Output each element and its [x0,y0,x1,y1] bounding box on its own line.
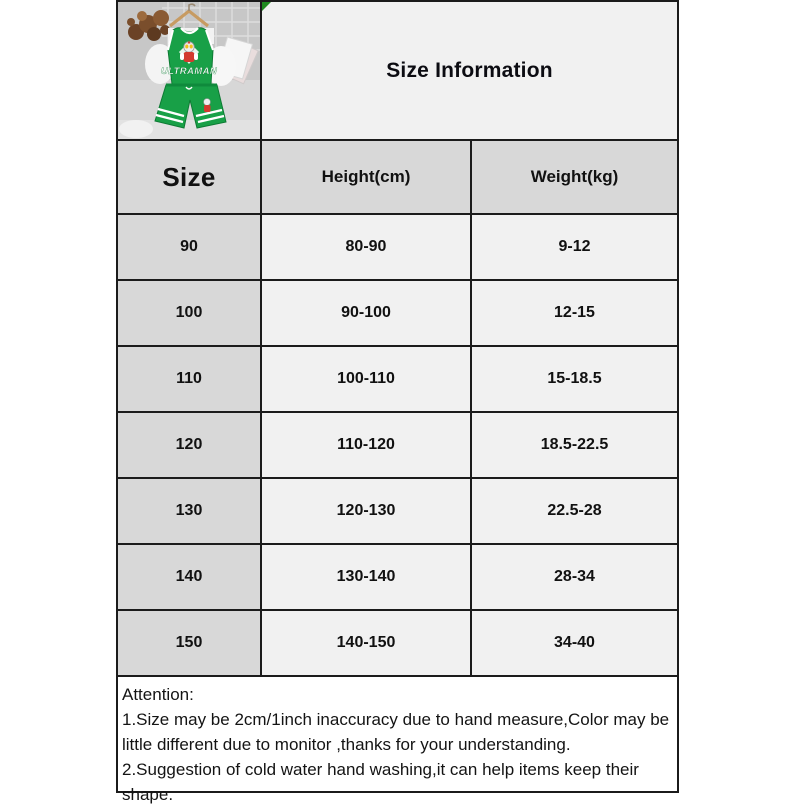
size-value: 140 [118,545,260,609]
size-chart-sheet [116,0,679,804]
jersey-text: ULTRAMAN [160,66,218,77]
table-header-row [118,141,677,213]
size-information-header [262,2,677,139]
column-header-size: Size [118,141,260,213]
header-row [118,2,677,139]
height-value: 100-110 [262,347,470,411]
table-row [118,545,677,609]
weight-value: 28-34 [472,545,677,609]
height-value: 80-90 [262,215,470,279]
attention-line-2: 2.Suggestion of cold water hand washing,it can help items keep their shape. [122,760,639,804]
size-value: 100 [118,281,260,345]
table-row [118,215,677,279]
attention-title: Attention: [122,685,194,704]
height-value: 110-120 [262,413,470,477]
size-value: 110 [118,347,260,411]
table-row [118,281,677,345]
weight-value: 9-12 [472,215,677,279]
height-value: 130-140 [262,545,470,609]
height-value: 90-100 [262,281,470,345]
height-value: 140-150 [262,611,470,675]
page-title: Size Information [386,58,553,82]
size-value: 150 [118,611,260,675]
corner-marker-icon [262,2,271,11]
table-row [118,479,677,543]
table-row [118,347,677,411]
size-value: 120 [118,413,260,477]
weight-value: 18.5-22.5 [472,413,677,477]
attention-note [118,677,677,804]
product-photo [118,2,260,139]
table-row [118,413,677,477]
size-value: 130 [118,479,260,543]
size-value: 90 [118,215,260,279]
weight-value: 12-15 [472,281,677,345]
table-row [118,611,677,675]
weight-value: 15-18.5 [472,347,677,411]
attention-line-1: 1.Size may be 2cm/1inch inaccuracy due to hand measure,Color may be little different due to monitor ,thanks for your understanding. [122,710,670,754]
column-header-weight: Weight(kg) [472,141,677,213]
weight-value: 34-40 [472,611,677,675]
column-header-height: Height(cm) [262,141,470,213]
product-photo-illustration [118,2,260,139]
white-fabric [119,120,153,138]
height-value: 120-130 [262,479,470,543]
weight-value: 22.5-28 [472,479,677,543]
